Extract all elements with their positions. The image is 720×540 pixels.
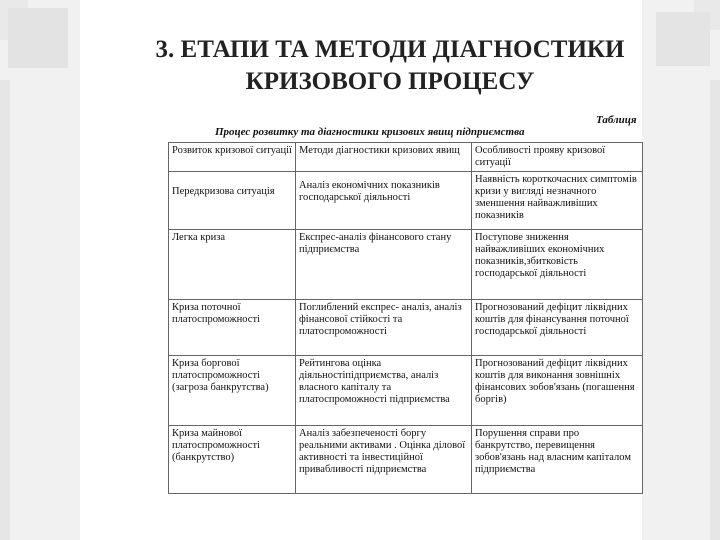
table-caption: Процес розвитку та діагностики кризових явищ підприємства: [215, 126, 525, 138]
table-header-row: [169, 143, 643, 172]
cell-feature: Порушення справи про банкрутство, перевищення зобов'язань над власним капіталом підприємства: [472, 426, 643, 494]
cell-method: Експрес-аналіз фінансового стану підприємства: [296, 230, 472, 300]
slide-title-line-1: 3. ЕТАПИ ТА МЕТОДИ ДІАГНОСТИКИ: [155, 36, 625, 63]
decorative-bar: [710, 80, 720, 540]
cell-method: Рейтингова оцінка діяльностіпідприємства, аналіз власного капіталу та платоспроможності підприємства: [296, 356, 472, 426]
cell-stage: Криза майнової платоспроможності (банкрутство): [169, 426, 296, 494]
table-row: [169, 172, 643, 230]
table-row: [169, 426, 643, 494]
cell-feature: Прогнозований дефіцит ліквідних коштів для виконання зовнішніх фінансових зобов'язань (погашення боргів): [472, 356, 643, 426]
table-label: Таблиця: [596, 114, 637, 126]
header-feature: Особливості прояву кризової ситуації: [472, 143, 643, 172]
cell-feature: Прогнозований дефіцит ліквідних коштів для фінансування поточної господарської діяльності: [472, 300, 643, 356]
cell-method: Поглиблений експрес- аналіз, аналіз фінансової стійкості та платоспроможності: [296, 300, 472, 356]
table-row: [169, 230, 643, 300]
cell-method: Аналіз економічних показників господарської діяльності: [296, 172, 472, 230]
cell-stage: Криза боргової платоспроможності (загроза банкрутства): [169, 356, 296, 426]
header-stage: Розвиток кризової ситуації: [169, 143, 296, 172]
cell-feature: Поступове зниження найважливіших економічних показників,збитковість господарської діяльності: [472, 230, 643, 300]
decorative-left-panel: [0, 0, 80, 540]
cell-method: Аналіз забезпеченості боргу реальними активами . Оцінка ділової активності та інвестиційної привабливості підприємства: [296, 426, 472, 494]
cell-feature: Наявність короткочасних симптомів кризи у вигляді незначного зменшення найважливіших показників: [472, 172, 643, 230]
decorative-square: [8, 8, 68, 68]
cell-stage: Передкризова ситуація: [169, 172, 296, 230]
crisis-stages-table: [168, 142, 643, 494]
table-row: [169, 356, 643, 426]
table-row: [169, 300, 643, 356]
cell-stage: Криза поточної платоспроможності: [169, 300, 296, 356]
decorative-square: [656, 12, 710, 66]
slide-title: [120, 34, 660, 98]
decorative-bar: [0, 80, 10, 540]
cell-stage: Легка криза: [169, 230, 296, 300]
slide-title-line-2: КРИЗОВОГО ПРОЦЕСУ: [245, 68, 535, 95]
header-method: Методи діагностики кризових явищ: [296, 143, 472, 172]
